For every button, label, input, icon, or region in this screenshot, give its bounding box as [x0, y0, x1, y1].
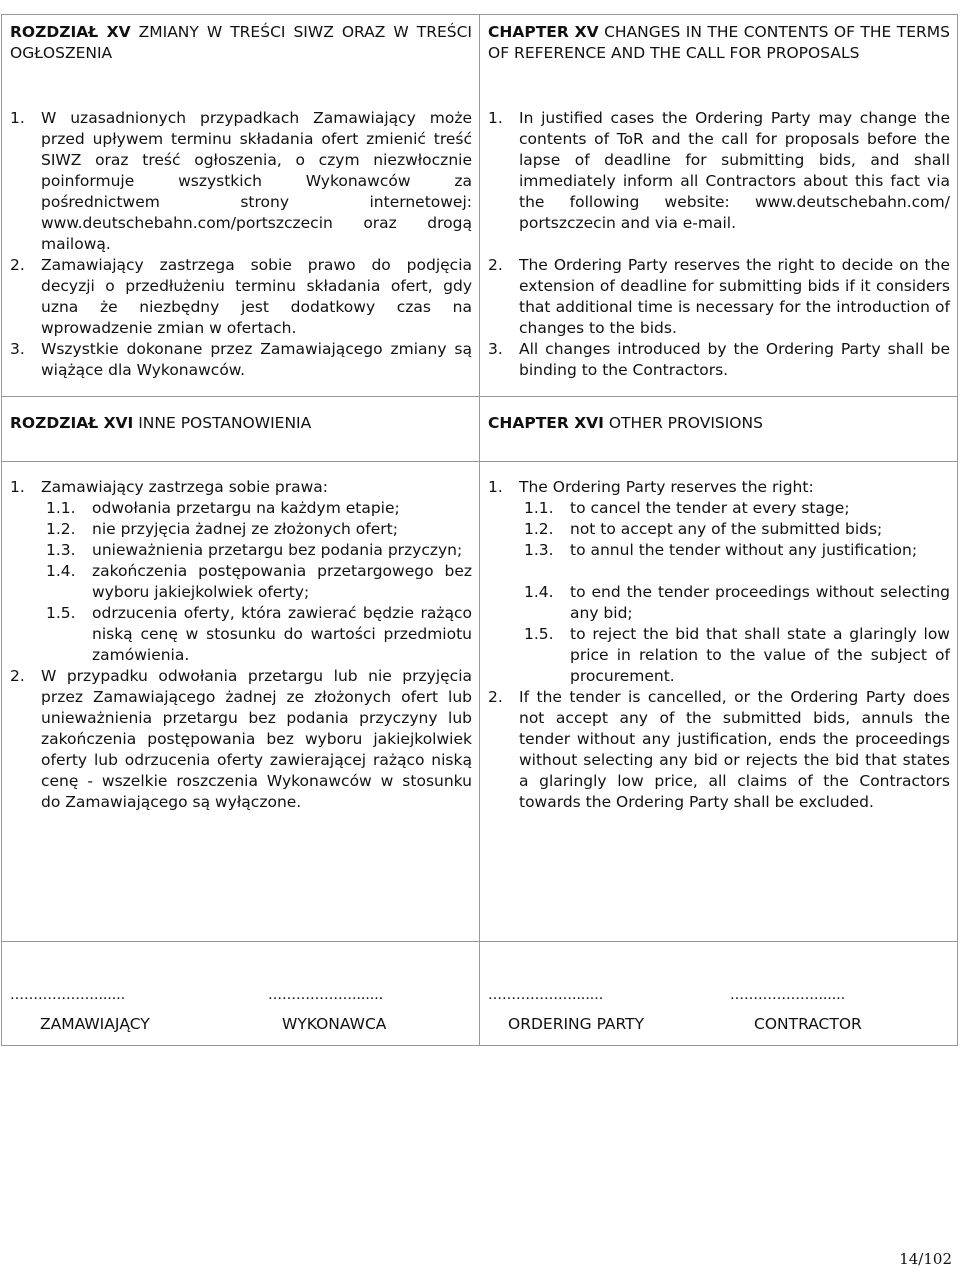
list-item: 1. In justified cases the Ordering Party may change the contents of ToR and the call for proposals before the lapse of deadline for submitting bids, and shall immediately inform all Contractors about this fact via the following website: www.deutschebahn.com/ portszczecin and via e-mail. [488, 109, 950, 232]
list-item: 3. Wszystkie dokonane przez Zamawiającego zmiany są wiążące dla Wykonawców. [10, 340, 472, 379]
list-item: 2. The Ordering Party reserves the right to decide on the extension of deadline for submitting bids if it considers that additional time is necessary for the introduction of changes to the bids. [488, 256, 950, 337]
ch16-en-heading [488, 413, 950, 434]
heading-rest: OTHER PROVISIONS [608, 414, 763, 432]
signature-label-pl-left: ZAMAWIAJĄCY [40, 1015, 150, 1033]
sub-list-item: 1.4. zakończenia postępowania przetargowego bez wyboru jakiejkolwiek oferty; [46, 562, 472, 601]
signature-label-pl-right: WYKONAWCA [282, 1015, 387, 1033]
list-item: 1. Zamawiający zastrzega sobie prawa: [10, 478, 328, 496]
signature-line: ………………....... [730, 987, 846, 1003]
ch15-en-list [488, 108, 950, 381]
column-divider [479, 14, 480, 1046]
ch15-en-heading [488, 22, 950, 64]
page-number: 14/102 [899, 1250, 952, 1268]
heading-bold: CHAPTER XV [488, 23, 599, 41]
sub-list-item: 1.4. to end the tender proceedings without selecting any bid; [524, 583, 950, 622]
sub-list-item: 1.3. to annul the tender without any justification; [524, 541, 918, 559]
signature-label-en-left: ORDERING PARTY [508, 1015, 645, 1033]
sub-list-item: 1.3. unieważnienia przetargu bez podania przyczyn; [46, 541, 463, 559]
heading-bold: ROZDZIAŁ XVI [10, 414, 134, 432]
list-item: 1. W uzasadnionych przypadkach Zamawiający może przed upływem terminu składania ofert zmienić treść SIWZ oraz treść ogłoszenia, o czym niezwłocznie poinformuje wszystkich Wykonawców za pośrednictwem strony internetowej: www.deutschebahn.com/portszczecin oraz drogą mailową. [10, 109, 472, 253]
ch15-pl-list [10, 108, 472, 381]
ch16-en-list [488, 477, 950, 813]
ch16-pl-heading [10, 413, 472, 434]
heading-rest: ZMIANY W TREŚCI SIWZ ORAZ W TREŚCI OGŁOSZENIA [10, 23, 473, 62]
row-divider [1, 461, 958, 462]
sub-list-item: 1.5. to reject the bid that shall state a glaringly low price in relation to the value of the subject of procurement. [524, 625, 950, 685]
list-item: 3. All changes introduced by the Ordering Party shall be binding to the Contractors. [488, 340, 950, 379]
signature-line: ………………....... [268, 987, 384, 1003]
spacer [488, 234, 950, 255]
sub-list-item: 1.1. odwołania przetargu na każdym etapie; [46, 499, 400, 517]
signature-label-en-right: CONTRACTOR [754, 1015, 862, 1033]
ch15-pl-heading [10, 22, 472, 64]
signature-line: ………………....... [10, 987, 126, 1003]
list-item: 2. Zamawiający zastrzega sobie prawo do podjęcia decyzji o przedłużeniu terminu składania ofert, gdy uzna że niezbędny jest dodatkowy czas na wprowadzenie zmian w ofertach. [10, 256, 472, 337]
signature-line: ………………....... [488, 987, 604, 1003]
ch16-pl-list [10, 477, 472, 813]
sub-list-item: 1.1. to cancel the tender at every stage; [524, 499, 850, 517]
heading-bold: ROZDZIAŁ XV [10, 23, 131, 41]
sub-list-item: 1.2. nie przyjęcia żadnej ze złożonych ofert; [46, 520, 398, 538]
list-item: 1. The Ordering Party reserves the right: [488, 478, 814, 496]
sub-list-item: 1.5. odrzucenia oferty, która zawierać będzie rażąco niską cenę w stosunku do wartości przedmiotu zamówienia. [46, 604, 472, 664]
row-divider [1, 396, 958, 397]
heading-rest: INNE POSTANOWIENIA [138, 414, 312, 432]
row-divider [1, 941, 958, 942]
list-item: 2. If the tender is cancelled, or the Ordering Party does not accept any of the submitted bids, annuls the tender without any justification, ends the proceedings without selecting any bid or rejects the bid that states a glaringly low price, all claims of the Contractors towards the Ordering Party shall be excluded. [488, 688, 950, 811]
heading-rest: CHANGES IN THE CONTENTS OF THE TERMS OF REFERENCE AND THE CALL FOR PROPOSALS [488, 23, 950, 62]
heading-bold: CHAPTER XVI [488, 414, 604, 432]
spacer [488, 561, 950, 582]
list-item: 2. W przypadku odwołania przetargu lub nie przyjęcia przez Zamawiającego żadnej ze złożonych ofert lub unieważnienia przetargu bez podania przyczyny lub zakończenia postępowania bez wyboru jakiejkolwiek oferty lub odrzucenia oferty zawierającej rażąco niską cenę - wszelkie roszczenia Wykonawców w stosunku do Zamawiającego są wyłączone. [10, 667, 472, 811]
sub-list-item: 1.2. not to accept any of the submitted bids; [524, 520, 883, 538]
